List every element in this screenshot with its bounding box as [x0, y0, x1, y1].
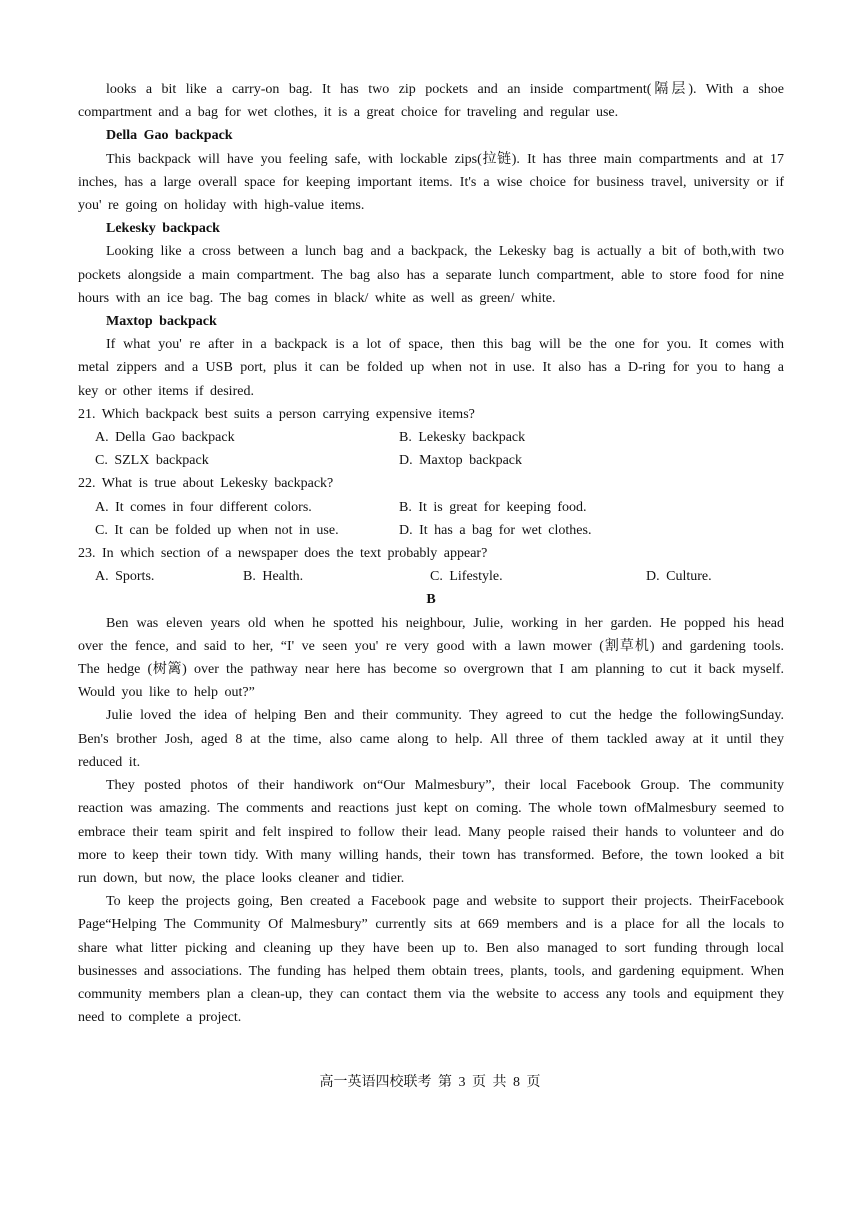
question-22 — [78, 472, 784, 542]
option-d: D. Maxtop backpack — [399, 453, 523, 469]
passage-b-paragraph: They posted photos of their handiwork on“Our Malmesbury”, their local Facebook Group. The community reaction was amazing. The comments and reactions just kept on coming. The whole town ofMalmesbury seemed to embrace their team spirit and felt inspired to follow their lead. Many people raised their hands to volunteer and do more to keep their town tidy. With many willing hands, their town has transformed. Before, the town looked a bit run down, but now, the place looks cleaner and tidier. — [78, 778, 784, 886]
option-c: C. SZLX backpack — [95, 453, 209, 469]
option-b: B. Health. — [243, 569, 304, 585]
lekesky-heading: Lekesky backpack — [106, 221, 220, 237]
option-c: C. It can be folded up when not in use. — [95, 522, 339, 538]
option-a: A. Sports. — [95, 569, 155, 585]
options-row — [78, 519, 784, 542]
question-stem: 22. What is true about Lekesky backpack? — [78, 476, 334, 492]
options-row — [78, 565, 784, 588]
option-c: C. Lifestyle. — [430, 569, 503, 585]
option-a: A. Della Gao backpack — [95, 430, 235, 446]
option-d: D. Culture. — [646, 569, 712, 585]
maxtop-text: If what you' re after in a backpack is a lot of space, then this bag will be the one for you. It comes with metal zippers and a USB port, plus it can be folded up when not in use. It also has a D-ring for you to hang a key or other items if desired. — [78, 337, 784, 399]
option-b: B. Lekesky backpack — [399, 430, 526, 446]
option-a: A. It comes in four different colors. — [95, 499, 312, 515]
della-gao-heading: Della Gao backpack — [106, 128, 233, 144]
options-row — [78, 449, 784, 472]
della-gao-text: This backpack will have you feeling safe, with lockable zips(拉链). It has three main compartments and at 17 inches, has a large overall space for keeping important items. It's a wise choice for business travel, university or if you' re going on holiday with high-value items. — [78, 151, 784, 214]
option-b: B. It is great for keeping food. — [399, 499, 587, 515]
options-row — [78, 426, 784, 449]
page-footer: 高一英语四校联考 第 3 页 共 8 页 — [319, 1075, 541, 1090]
question-stem: 23. In which section of a newspaper does the text probably appear? — [78, 546, 488, 562]
passage-b-paragraph: Ben was eleven years old when he spotted his neighbour, Julie, working in her garden. He popped his head over the fence, and said to her, “I' ve seen you' re very good with a lawn mower (割草机) and gardening tools. The hedge (树篱) over the pathway near here has become so overgrown that I am planning to cut it back myself. Would you like to help out?” — [78, 615, 784, 701]
lekesky-text: Looking like a cross between a lunch bag and a backpack, the Lekesky bag is actually a bit of both,with two pockets alongside a main compartment. The bag also has a separate lunch compartment, able to store food for nine hours with an ice bag. The bag comes in black/ white as well as green/ white. — [78, 244, 784, 306]
question-stem: 21. Which backpack best suits a person carrying expensive items? — [78, 406, 475, 422]
passage-b-label: B — [426, 592, 436, 608]
options-row — [78, 496, 784, 519]
passage-a-intro-continuation: looks a bit like a carry-on bag. It has two zip pockets and an inside compartment(隔层). With a shoe compartment and a bag for wet clothes, it is a great choice for traveling and regular use. — [78, 82, 784, 121]
exam-page — [78, 78, 784, 1029]
question-23 — [78, 542, 784, 588]
maxtop-heading: Maxtop backpack — [106, 314, 217, 330]
option-d: D. It has a bag for wet clothes. — [399, 522, 592, 538]
passage-b-paragraph: Julie loved the idea of helping Ben and their community. They agreed to cut the hedge the followingSunday. Ben's brother Josh, aged 8 at the time, also came along to help. All three of them tackled away at it until they reduced it. — [78, 708, 784, 770]
passage-b-paragraph: To keep the projects going, Ben created a Facebook page and website to support their projects. TheirFacebook Page“Helping The Community Of Malmesbury” currently sits at 669 members and is a place for all the locals to share what litter picking and cleaning up they have been up to. Ben also managed to sort funding through local businesses and associations. The funding has helped them obtain trees, plants, tools, and gardening equipment. When community members plan a clean-up, they can contact them via the website to access any tools and equipment they need to complete a project. — [78, 894, 784, 1026]
question-21 — [78, 403, 784, 473]
